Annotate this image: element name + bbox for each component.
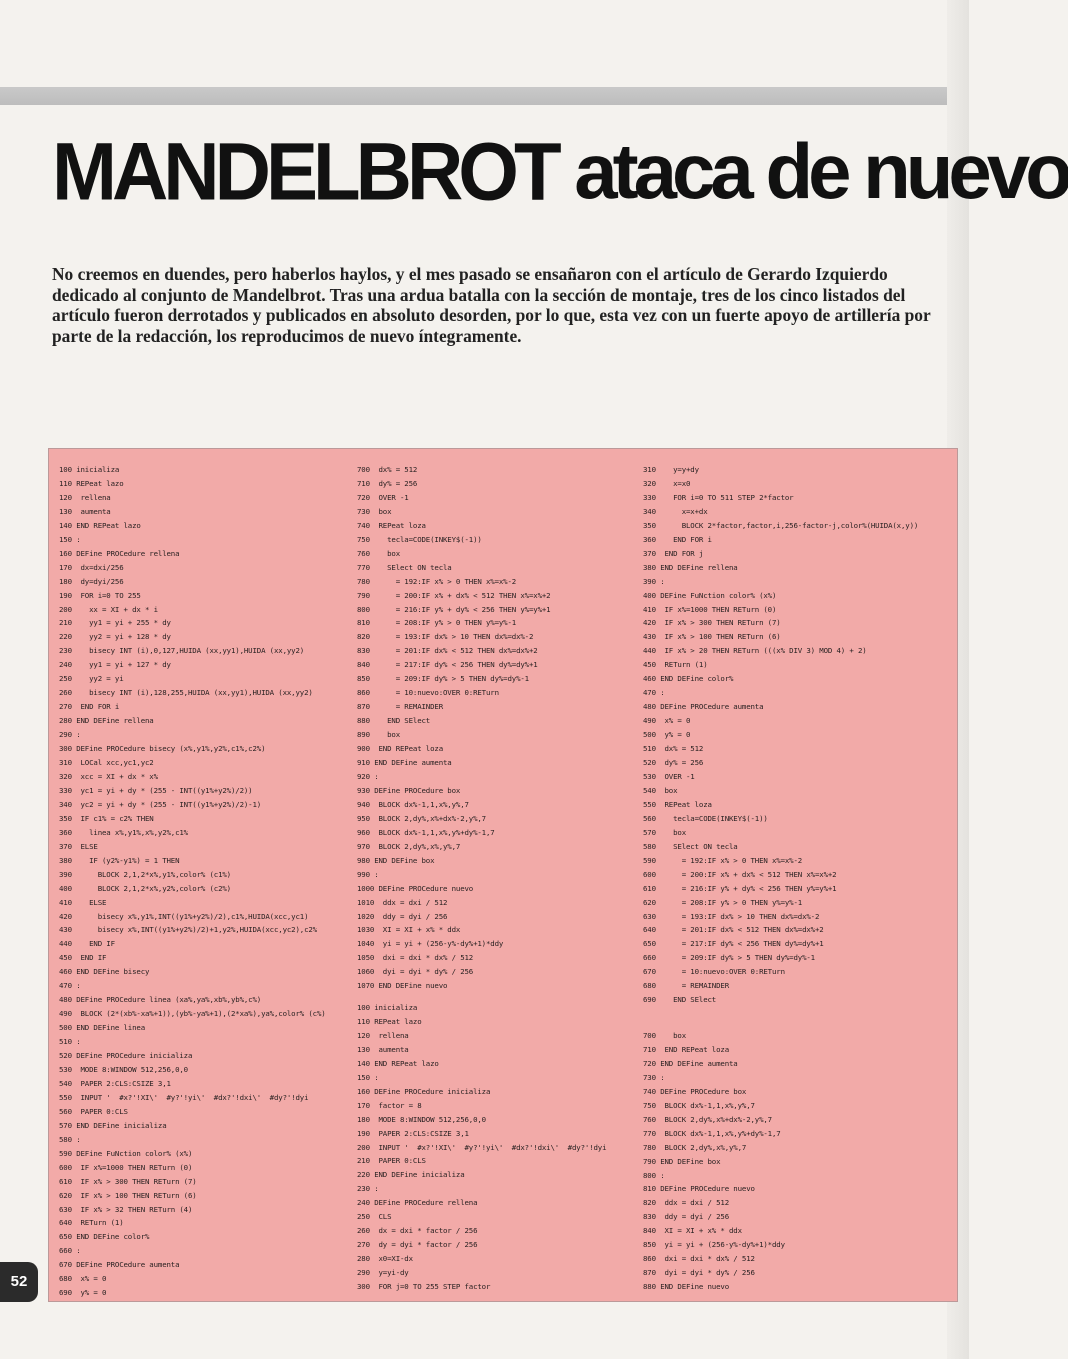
code-line: 110 REPeat lazo bbox=[59, 478, 124, 488]
code-line: 190 PAPER 2:CLS:CSIZE 3,1 bbox=[357, 1128, 469, 1138]
code-line: 820 ddx = dxi / 512 bbox=[643, 1198, 729, 1208]
code-line: 510 dx% = 512 bbox=[643, 744, 704, 754]
code-line: 470 : bbox=[643, 688, 665, 698]
code-line: 320 x=x0 bbox=[643, 478, 691, 488]
code-line: 360 linea x%,y1%,x%,y2%,c1% bbox=[59, 827, 188, 837]
code-line: 730 box bbox=[357, 506, 392, 516]
code-line: 980 END DEFine box bbox=[357, 855, 435, 865]
code-line: 1040 yi = yi + (256-y%-dy%+1)*ddy bbox=[357, 939, 504, 949]
code-line: 630 = 193:IF dx% > 10 THEN dx%=dx%-2 bbox=[643, 911, 820, 921]
code-line: 810 DEFine PROCedure nuevo bbox=[643, 1184, 755, 1194]
code-line: 400 BLOCK 2,1,2*x%,y2%,color% (c2%) bbox=[59, 883, 231, 893]
code-line: 860 = 10:nuevo:OVER 0:RETurn bbox=[357, 688, 499, 698]
code-line: 140 END REPeat lazo bbox=[357, 1058, 439, 1068]
code-line: 680 = REMAINDER bbox=[643, 981, 729, 991]
code-line: 700 dx% = 512 bbox=[357, 465, 418, 474]
code-line: 230 : bbox=[357, 1184, 379, 1194]
code-line: 570 END DEFine inicializa bbox=[59, 1120, 167, 1130]
code-line: 280 x0=XI-dx bbox=[357, 1254, 413, 1264]
code-line: 140 END REPeat lazo bbox=[59, 520, 141, 530]
code-line: 270 dy = dyi * factor / 256 bbox=[357, 1240, 478, 1250]
code-line: 810 = 208:IF y% > 0 THEN y%=y%-1 bbox=[357, 618, 517, 628]
code-line: 660 = 209:IF dy% > 5 THEN dy%=dy%-1 bbox=[643, 953, 815, 963]
code-line: 500 y% = 0 bbox=[643, 730, 691, 740]
code-line: 180 MODE 8:WINDOW 512,256,0,0 bbox=[357, 1114, 486, 1124]
code-line: 1000 DEFine PROCedure nuevo bbox=[357, 883, 474, 893]
code-line: 640 = 201:IF dx% < 512 THEN dx%=dx%+2 bbox=[643, 925, 824, 935]
code-line: 190 FOR i=0 TO 255 bbox=[59, 590, 141, 600]
code-line: 560 tecla=CODE(INKEY$(-1)) bbox=[643, 813, 768, 823]
code-line: 580 : bbox=[59, 1134, 81, 1144]
code-line: 110 REPeat lazo bbox=[357, 1016, 422, 1026]
code-line: 340 yc2 = yi + dy * (255 - INT((y1%+y2%)/2)-1) bbox=[59, 799, 262, 809]
code-line: 460 END DEFine color% bbox=[643, 674, 734, 684]
code-line: 880 END DEFine nuevo bbox=[643, 1282, 729, 1292]
code-line: 490 BLOCK (2*(xb%-xa%+1)),(yb%-ya%+1),(2*xa%),ya%,color% (c%) bbox=[59, 1009, 326, 1019]
code-line: 710 END REPeat loza bbox=[643, 1044, 729, 1054]
code-line: 280 END DEFine rellena bbox=[59, 716, 154, 726]
code-line: 210 PAPER 0:CLS bbox=[357, 1156, 426, 1166]
code-line: 840 XI = XI + x% * ddx bbox=[643, 1226, 742, 1236]
code-line: 370 END FOR j bbox=[643, 548, 704, 558]
code-line: 780 BLOCK 2,dy%,x%,y%,7 bbox=[643, 1142, 747, 1152]
code-line: 510 : bbox=[59, 1037, 81, 1047]
code-line: 1060 dyi = dyi * dy% / 256 bbox=[357, 967, 474, 977]
code-line: 520 dy% = 256 bbox=[643, 758, 704, 768]
code-line: 590 = 192:IF x% > 0 THEN x%=x%-2 bbox=[643, 855, 803, 865]
listing-column-1 bbox=[59, 463, 349, 1300]
code-line: 740 REPeat loza bbox=[357, 520, 426, 530]
code-line: 500 END DEFine linea bbox=[59, 1023, 145, 1033]
code-line: 410 IF x%=1000 THEN RETurn (0) bbox=[643, 604, 777, 614]
code-line: 450 RETurn (1) bbox=[643, 660, 708, 670]
code-line: 930 DEFine PROCedure box bbox=[357, 785, 461, 795]
code-line: 240 DEFine PROCedure rellena bbox=[357, 1198, 478, 1208]
article-title bbox=[52, 124, 1068, 218]
code-line: 540 PAPER 2:CLS:CSIZE 3,1 bbox=[59, 1078, 171, 1088]
code-line: 550 INPUT ' #x?'!XI\' #y?'!yi\' #dx?'!dxi\' #dy?'!dyi bbox=[59, 1092, 309, 1102]
code-line: 560 PAPER 0:CLS bbox=[59, 1106, 128, 1116]
code-line: 970 BLOCK 2,dy%,x%,y%,7 bbox=[357, 841, 461, 851]
code-line: 550 REPeat loza bbox=[643, 799, 712, 809]
code-line: 350 BLOCK 2*factor,factor,i,256-factor-j,color%(HUIDA(x,y)) bbox=[643, 520, 919, 530]
code-line: 180 dy=dyi/256 bbox=[59, 576, 124, 586]
code-line: 420 IF x% > 300 THEN RETurn (7) bbox=[643, 618, 781, 628]
code-line: 270 END FOR i bbox=[59, 702, 120, 712]
code-line: 1030 XI = XI + x% * ddx bbox=[357, 925, 461, 935]
code-line: 300 DEFine PROCedure bisecy (x%,y1%,y2%,c1%,c2%) bbox=[59, 744, 266, 754]
code-line: 760 BLOCK 2,dy%,x%+dx%-2,y%,7 bbox=[643, 1114, 772, 1124]
code-line: 410 ELSE bbox=[59, 897, 107, 907]
code-line: 750 BLOCK dx%-1,1,x%,y%,7 bbox=[643, 1100, 755, 1110]
code-line: 540 box bbox=[643, 785, 678, 795]
code-line: 760 box bbox=[357, 548, 400, 558]
code-line: 200 xx = XI + dx * i bbox=[59, 604, 158, 614]
code-line: 390 : bbox=[643, 576, 665, 586]
code-line: 720 END DEFine aumenta bbox=[643, 1058, 738, 1068]
code-line: 900 END REPeat loza bbox=[357, 744, 443, 754]
code-line: 1010 ddx = dxi / 512 bbox=[357, 897, 448, 907]
code-line: 130 aumenta bbox=[59, 506, 111, 516]
listing-column-2-bottom bbox=[357, 1001, 647, 1294]
code-line: 290 y=yi-dy bbox=[357, 1268, 409, 1278]
code-line: 640 RETurn (1) bbox=[59, 1218, 124, 1228]
code-line: 250 yy2 = yi bbox=[59, 674, 124, 684]
code-line: 1020 ddy = dyi / 256 bbox=[357, 911, 448, 921]
code-line: 520 DEFine PROCedure inicializa bbox=[59, 1051, 193, 1061]
code-line: 870 = REMAINDER bbox=[357, 702, 443, 712]
listing-column-2-top bbox=[357, 463, 647, 993]
code-line: 310 LOCal xcc,yc1,yc2 bbox=[59, 758, 154, 768]
code-line: 800 : bbox=[643, 1170, 665, 1180]
code-line: 890 box bbox=[357, 730, 400, 740]
code-line: 370 ELSE bbox=[59, 841, 98, 851]
code-line: 120 rellena bbox=[357, 1030, 409, 1040]
code-line: 210 yy1 = yi + 255 * dy bbox=[59, 618, 171, 628]
code-line: 420 bisecy x%,y1%,INT((y1%+y2%)/2),c1%,HUIDA(xcc,yc1) bbox=[59, 911, 309, 921]
code-line: 220 END DEFine inicializa bbox=[357, 1170, 465, 1180]
code-line: 130 aumenta bbox=[357, 1044, 409, 1054]
code-line: 120 rellena bbox=[59, 492, 111, 502]
code-line: 790 END DEFine box bbox=[643, 1156, 721, 1166]
code-line: 320 xcc = XI + dx * x% bbox=[59, 771, 158, 781]
code-line: 150 : bbox=[357, 1072, 379, 1082]
code-line: 260 dx = dxi * factor / 256 bbox=[357, 1226, 478, 1236]
code-line: 610 IF x% > 300 THEN RETurn (7) bbox=[59, 1176, 197, 1186]
code-line: 620 IF x% > 100 THEN RETurn (6) bbox=[59, 1190, 197, 1200]
intro-paragraph: No creemos en duendes, pero haberlos haylos, y el mes pasado se ensañaron con el artículo de Gerardo Izquierdo dedicado al conjunto de Mandelbrot. Tras una ardua batalla con la sección de montaje, tres de los cinco listados del artículo fueron derrotados y publicados en absoluto desorden, por lo que, esta vez con un fuerte apoyo de artillería por parte de la redacción, los reproducimos de nuevo íntegramente. bbox=[52, 264, 931, 346]
listing-column-3-top bbox=[643, 463, 955, 1007]
code-line: 670 DEFine PROCedure aumenta bbox=[59, 1260, 180, 1270]
code-line: 530 OVER -1 bbox=[643, 771, 695, 781]
code-line: 100 inicializa bbox=[357, 1003, 418, 1012]
code-line: 1070 END DEFine nuevo bbox=[357, 981, 448, 991]
code-line: 430 IF x% > 100 THEN RETurn (6) bbox=[643, 632, 781, 642]
code-line: 150 : bbox=[59, 534, 81, 544]
page-number-badge: 52 bbox=[0, 1262, 38, 1302]
code-line: 380 END DEFine rellena bbox=[643, 562, 738, 572]
code-line: 310 y=y+dy bbox=[643, 465, 699, 474]
code-line: 960 BLOCK dx%-1,1,x%,y%+dy%-1,7 bbox=[357, 827, 495, 837]
code-line: 990 : bbox=[357, 869, 379, 879]
code-line: 100 inicializa bbox=[59, 465, 120, 474]
code-line: 730 : bbox=[643, 1072, 665, 1082]
code-line: 680 x% = 0 bbox=[59, 1274, 107, 1284]
code-line: 380 IF (y2%-y1%) = 1 THEN bbox=[59, 855, 180, 865]
code-line: 860 dxi = dxi * dx% / 512 bbox=[643, 1254, 755, 1264]
code-line: 330 FOR i=0 TO 511 STEP 2*factor bbox=[643, 492, 794, 502]
code-line: 650 = 217:IF dy% < 256 THEN dy%=dy%+1 bbox=[643, 939, 824, 949]
code-line: 800 = 216:IF y% + dy% < 256 THEN y%=y%+1 bbox=[357, 604, 551, 614]
code-line: 880 END SElect bbox=[357, 716, 431, 726]
title-part-2: ataca de nuevo bbox=[574, 127, 1068, 215]
code-line: 160 DEFine PROCedure rellena bbox=[59, 548, 180, 558]
code-line: 820 = 193:IF dx% > 10 THEN dx%=dx%-2 bbox=[357, 632, 534, 642]
listing-column-3-bottom bbox=[643, 1029, 933, 1294]
code-line: 160 DEFine PROCedure inicializa bbox=[357, 1086, 491, 1096]
code-line: 530 MODE 8:WINDOW 512,256,0,0 bbox=[59, 1064, 188, 1074]
code-line: 340 x=x+dx bbox=[643, 506, 708, 516]
code-line: 600 IF x%=1000 THEN RETurn (0) bbox=[59, 1162, 193, 1172]
code-line: 720 OVER -1 bbox=[357, 492, 409, 502]
code-line: 170 dx=dxi/256 bbox=[59, 562, 124, 572]
code-line: 610 = 216:IF y% + dy% < 256 THEN y%=y%+1 bbox=[643, 883, 837, 893]
code-line: 710 dy% = 256 bbox=[357, 478, 418, 488]
code-line: 460 END DEFine bisecy bbox=[59, 967, 150, 977]
code-listing-panel bbox=[48, 448, 958, 1302]
code-line: 400 DEFine FuNction color% (x%) bbox=[643, 590, 777, 600]
code-line: 670 = 10:nuevo:OVER 0:RETurn bbox=[643, 967, 785, 977]
code-line: 790 = 200:IF x% + dx% < 512 THEN x%=x%+2 bbox=[357, 590, 551, 600]
code-line: 910 END DEFine aumenta bbox=[357, 758, 452, 768]
code-line: 940 BLOCK dx%-1,1,x%,y%,7 bbox=[357, 799, 469, 809]
code-line: 390 BLOCK 2,1,2*x%,y1%,color% (c1%) bbox=[59, 869, 231, 879]
code-line: 440 IF x% > 20 THEN RETurn (((x% DIV 3) MOD 4) + 2) bbox=[643, 646, 867, 656]
code-line: 690 END SElect bbox=[643, 995, 717, 1005]
code-line: 360 END FOR i bbox=[643, 534, 712, 544]
code-line: 630 IF x% > 32 THEN RETurn (4) bbox=[59, 1204, 193, 1214]
code-line: 220 yy2 = yi + 128 * dy bbox=[59, 632, 171, 642]
code-line: 830 = 201:IF dx% < 512 THEN dx%=dx%+2 bbox=[357, 646, 538, 656]
code-line: 830 ddy = dyi / 256 bbox=[643, 1212, 729, 1222]
code-line: 480 DEFine PROCedure aumenta bbox=[643, 702, 764, 712]
code-line: 570 box bbox=[643, 827, 686, 837]
code-line: 770 BLOCK dx%-1,1,x%,y%+dy%-1,7 bbox=[643, 1128, 781, 1138]
code-line: 590 DEFine FuNction color% (x%) bbox=[59, 1148, 193, 1158]
code-line: 350 IF c1% = c2% THEN bbox=[59, 813, 154, 823]
code-line: 230 bisecy INT (i),0,127,HUIDA (xx,yy1),HUIDA (xx,yy2) bbox=[59, 646, 305, 656]
code-line: 240 yy1 = yi + 127 * dy bbox=[59, 660, 171, 670]
code-line: 690 y% = 0 bbox=[59, 1288, 107, 1298]
title-part-1: MANDELBROT bbox=[52, 124, 557, 218]
code-line: 780 = 192:IF x% > 0 THEN x%=x%-2 bbox=[357, 576, 517, 586]
code-line: 260 bisecy INT (i),128,255,HUIDA (xx,yy1),HUIDA (xx,yy2) bbox=[59, 688, 313, 698]
code-line: 740 DEFine PROCedure box bbox=[643, 1086, 747, 1096]
code-line: 600 = 200:IF x% + dx% < 512 THEN x%=x%+2 bbox=[643, 869, 837, 879]
code-line: 170 factor = 8 bbox=[357, 1100, 422, 1110]
code-line: 700 box bbox=[643, 1031, 686, 1040]
code-line: 950 BLOCK 2,dy%,x%+dx%-2,y%,7 bbox=[357, 813, 486, 823]
code-line: 870 dyi = dyi * dy% / 256 bbox=[643, 1268, 755, 1278]
code-line: 480 DEFine PROCedure linea (xa%,ya%,xb%,yb%,c%) bbox=[59, 995, 262, 1005]
code-line: 430 bisecy x%,INT((y1%+y2%)/2)+1,y2%,HUIDA(xcc,yc2),c2% bbox=[59, 925, 317, 935]
code-line: 620 = 208:IF y% > 0 THEN y%=y%-1 bbox=[643, 897, 803, 907]
code-line: 470 : bbox=[59, 981, 81, 991]
code-line: 660 : bbox=[59, 1246, 81, 1256]
code-line: 850 = 209:IF dy% > 5 THEN dy%=dy%-1 bbox=[357, 674, 529, 684]
code-line: 490 x% = 0 bbox=[643, 716, 691, 726]
code-line: 330 yc1 = yi + dy * (255 - INT((y1%+y2%)/2)) bbox=[59, 785, 253, 795]
code-line: 580 SElect ON tecla bbox=[643, 841, 738, 851]
code-line: 290 : bbox=[59, 730, 81, 740]
code-line: 300 FOR j=0 TO 255 STEP factor bbox=[357, 1282, 491, 1292]
code-line: 840 = 217:IF dy% < 256 THEN dy%=dy%+1 bbox=[357, 660, 538, 670]
top-gray-band bbox=[0, 87, 969, 105]
code-line: 850 yi = yi + (256-y%-dy%+1)*ddy bbox=[643, 1240, 785, 1250]
code-line: 450 END IF bbox=[59, 953, 107, 963]
code-line: 650 END DEFine color% bbox=[59, 1232, 150, 1242]
code-line: 750 tecla=CODE(INKEY$(-1)) bbox=[357, 534, 482, 544]
code-line: 250 CLS bbox=[357, 1212, 392, 1222]
code-line: 1050 dxi = dxi * dx% / 512 bbox=[357, 953, 474, 963]
code-line: 920 : bbox=[357, 771, 379, 781]
code-line: 200 INPUT ' #x?'!XI\' #y?'!yi\' #dx?'!dxi\' #dy?'!dyi bbox=[357, 1142, 607, 1152]
code-line: 770 SElect ON tecla bbox=[357, 562, 452, 572]
code-line: 440 END IF bbox=[59, 939, 115, 949]
